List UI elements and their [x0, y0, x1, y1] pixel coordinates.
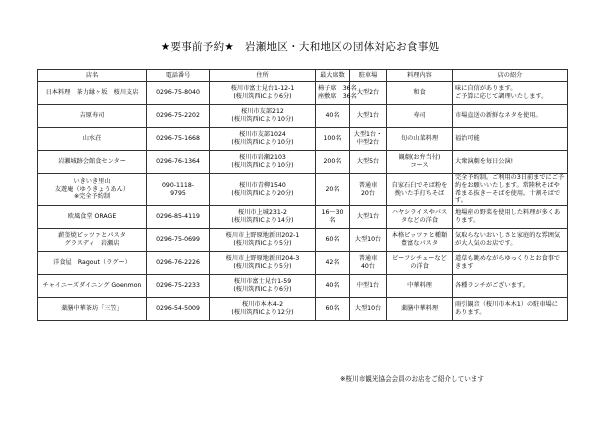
cell-cuisine-line: タなどの洋食	[400, 217, 439, 224]
cell-seats	[316, 174, 350, 206]
cell-name-line: 吉原寿司	[79, 112, 105, 120]
header-name: 店名	[38, 70, 147, 82]
cell-cuisine	[387, 206, 453, 229]
cell-intro-line: 道草も眺めながらゆっくりとお食事で	[455, 255, 561, 263]
cell-cuisine-line: 自家石臼でそば粉を	[391, 181, 448, 189]
cell-address-line: 桜川市上野原地新田202-1	[225, 232, 300, 240]
cell-seats-line: 42名	[325, 259, 340, 267]
cell-intro	[453, 252, 568, 275]
cell-name	[38, 151, 147, 174]
cell-name-line: 山水荘	[82, 135, 102, 143]
cell-phone	[147, 151, 210, 174]
table-row	[38, 229, 568, 252]
cell-cuisine	[387, 252, 453, 275]
cell-intro-line: 完全予約制。ご利用の3日前までにご予	[455, 174, 565, 181]
cell-phone	[147, 252, 210, 275]
cell-address-line: (桜川筑西ICより12分)	[231, 309, 294, 316]
cell-intro	[453, 128, 568, 151]
cell-intro-line: ります。	[455, 217, 480, 224]
cell-cuisine-line: の洋食	[410, 263, 429, 270]
cell-name-line: いきいき里山	[73, 177, 111, 185]
cell-intro	[453, 275, 568, 298]
cell-address	[210, 206, 316, 229]
cell-name	[38, 229, 147, 252]
cell-address-line: (桜川筑西ICより20分)	[231, 189, 294, 197]
cell-phone	[147, 174, 210, 206]
cell-name-line: グラスディ 岩瀬店	[64, 240, 120, 247]
cell-cuisine-line: 中華料理	[407, 282, 432, 290]
cell-parking-line: 大型10台	[354, 305, 382, 313]
cell-cuisine	[387, 128, 453, 151]
cell-seats-line: 16〜30	[321, 209, 344, 217]
header-cuisine: 料理内容	[387, 70, 453, 82]
cell-intro	[453, 206, 568, 229]
cell-address-line: 桜川市岩瀬2103	[239, 154, 286, 162]
cell-parking-line: 20台	[360, 189, 376, 197]
cell-intro-line: あります。	[455, 309, 486, 316]
cell-name	[38, 298, 147, 321]
cell-parking-line: 大型1台・	[353, 131, 383, 139]
cell-seats	[316, 229, 350, 252]
cell-name-line: 岩瀬城跡会館食センター	[58, 158, 126, 166]
cell-address	[210, 174, 316, 206]
cell-cuisine	[387, 229, 453, 252]
cell-address-line: (桜川筑西ICより5分)	[233, 263, 292, 270]
cell-intro	[453, 82, 568, 105]
cell-phone-line: 0296-85-4119	[156, 213, 200, 221]
cell-parking	[350, 151, 387, 174]
cell-seats	[316, 206, 350, 229]
cell-name-line: 薪釜焼ピッツァとパスタ	[58, 232, 126, 240]
header-parking: 駐車場	[350, 70, 387, 82]
cell-cuisine-line: 薬膳中華料理	[400, 305, 439, 313]
cell-address-line: 桜川市友部1024	[239, 131, 286, 139]
cell-intro-line: 市場直送の新鮮なネタを使用。	[455, 112, 542, 120]
table-row	[38, 105, 568, 128]
cell-cuisine-line: 本格ピッツァと種類	[391, 232, 448, 240]
table-row	[38, 275, 568, 298]
cell-seats	[316, 275, 350, 298]
cell-parking	[350, 252, 387, 275]
cell-phone-line: 0296-75-2202	[156, 112, 200, 120]
cell-intro-line: 雨引観音（桜川市本木1）の駐車場に	[455, 301, 558, 309]
cell-parking-line: 普通車	[358, 181, 378, 189]
cell-seats	[316, 298, 350, 321]
cell-seats-line: 20名	[325, 185, 340, 193]
cell-cuisine-line: コース	[410, 162, 429, 169]
cell-address-line: (桜川筑西ICより10分)	[231, 116, 294, 123]
cell-intro-line: す。	[455, 197, 467, 205]
cell-phone-line: 9795	[170, 189, 186, 197]
cell-cuisine-line: 旬の山菜料理	[400, 135, 439, 143]
cell-address-line: (桜川筑西ICより10分)	[231, 162, 294, 169]
cell-address-line: 桜川市本木4-2	[241, 301, 284, 309]
cell-seats-line: 40名	[325, 282, 340, 290]
cell-name-line: 友遊庵（ゆうきょうあん）	[54, 185, 130, 193]
cell-parking-line: 大型10台	[354, 236, 382, 244]
cell-name-line: 薬膳中華茶坊「三笠」	[61, 305, 123, 313]
cell-seats-line: 200名	[323, 158, 342, 166]
restaurant-table	[37, 69, 568, 321]
cell-cuisine-line: 挽いた手打ちそば	[394, 189, 445, 197]
cell-phone-line: 0296-75-8040	[156, 89, 200, 97]
cell-seats-line: 椅子席 36名	[318, 85, 357, 93]
cell-address	[210, 128, 316, 151]
header-address: 住所	[210, 70, 316, 82]
cell-name	[38, 206, 147, 229]
cell-cuisine-line: ビーフシチューなど	[392, 255, 447, 263]
cell-intro-line: 地場産の野菜を使用した料理が多くあ	[455, 209, 561, 217]
cell-parking-line: 大型5台	[356, 158, 380, 166]
cell-name-line: 日本料理 茶力縁ヶ坂 桜川支店	[45, 89, 139, 97]
cell-name	[38, 105, 147, 128]
cell-parking	[350, 298, 387, 321]
cell-address	[210, 298, 316, 321]
cell-name-line: 欧風食堂 ORAGE	[67, 213, 117, 221]
cell-intro-line: ご予算に応じて調理いたします。	[455, 93, 548, 100]
cell-seats-line: 40名	[325, 112, 340, 120]
cell-phone-line: 0296-75-0699	[156, 236, 200, 244]
cell-seats-line: 100名	[323, 135, 342, 143]
page-title: ★要事前予約★ 岩瀬地区・大和地区の団体対応お食事処	[160, 41, 440, 53]
cell-name-line: 洋食屋 Ragout（ラグー）	[53, 259, 131, 267]
cell-cuisine-line: 和食	[413, 89, 426, 97]
header-row	[38, 70, 568, 82]
cell-phone	[147, 105, 210, 128]
cell-address	[210, 229, 316, 252]
cell-address-line: (桜川筑西ICより10分)	[231, 139, 294, 146]
cell-address-line: 桜川市上城231-2	[238, 209, 287, 217]
cell-name	[38, 275, 147, 298]
cell-seats	[316, 252, 350, 275]
cell-phone-line: 090-1118-	[161, 181, 195, 189]
table-row	[38, 82, 568, 105]
cell-intro	[453, 298, 568, 321]
table-row	[38, 206, 568, 229]
cell-intro-line: 大衆演劇を毎日公演!	[455, 158, 514, 166]
cell-intro-line: 気取らないおいしさと家庭的な雰囲気	[455, 232, 561, 240]
cell-seats-line: 座敷席 36名	[318, 93, 357, 100]
cell-address-line: (桜川筑西ICより5分)	[233, 240, 292, 247]
cell-name	[38, 128, 147, 151]
cell-address-line: (桜川筑西ICより6分)	[233, 286, 292, 293]
cell-phone	[147, 229, 210, 252]
cell-address-line: (桜川筑西ICより14分)	[231, 217, 294, 224]
cell-name	[38, 82, 147, 105]
cell-cuisine	[387, 105, 453, 128]
footer-note: ※桜川市観光協会会員のお店をご紹介しています	[340, 375, 484, 383]
cell-seats-line: 60名	[325, 236, 340, 244]
cell-parking-line: 普通車	[358, 255, 378, 263]
cell-intro-line: 福治可能	[455, 135, 480, 143]
cell-address-line: 桜川市友部212	[241, 108, 284, 116]
cell-parking	[350, 128, 387, 151]
table-row	[38, 252, 568, 275]
cell-parking-line: 大型2台	[356, 89, 380, 97]
cell-address	[210, 151, 316, 174]
cell-cuisine	[387, 151, 453, 174]
cell-phone	[147, 298, 210, 321]
cell-seats-line: 60名	[325, 305, 340, 313]
cell-phone	[147, 275, 210, 298]
table-row	[38, 298, 568, 321]
cell-address	[210, 275, 316, 298]
cell-intro	[453, 105, 568, 128]
cell-intro	[453, 151, 568, 174]
cell-parking-line: 中型2台	[356, 139, 380, 146]
cell-parking	[350, 206, 387, 229]
table-row	[38, 151, 568, 174]
cell-parking-line: 中型1台	[356, 282, 380, 290]
table-row	[38, 174, 568, 206]
cell-address	[210, 252, 316, 275]
cell-intro-line: が大人気のお店です。	[455, 240, 517, 247]
cell-intro	[453, 229, 568, 252]
cell-cuisine-line: 寿司	[413, 112, 426, 120]
cell-phone-line: 0296-75-2233	[156, 282, 200, 290]
cell-intro-line: 約をお願いいたします。常陸秋そばや	[455, 181, 560, 189]
cell-parking	[350, 174, 387, 206]
cell-seats	[316, 82, 357, 105]
cell-cuisine	[387, 174, 453, 206]
cell-cuisine	[387, 82, 453, 105]
cell-parking-line: 大型1台	[356, 112, 380, 120]
cell-cuisine	[387, 298, 453, 321]
cell-parking-line: 40台	[360, 263, 376, 270]
cell-phone-line: 0296-75-1668	[156, 135, 200, 143]
cell-intro-line: 希まる抜き〜そばを使用。十割そばで	[455, 189, 561, 197]
cell-address	[210, 82, 316, 105]
cell-name	[38, 174, 147, 206]
cell-seats	[316, 105, 350, 128]
cell-intro-line: きます	[455, 263, 474, 270]
cell-cuisine-line: ハヤシライスやパス	[391, 209, 448, 217]
cell-name-line: チャイニーズダイニング Goenmon	[42, 282, 142, 290]
cell-address-line: 桜川市富士見台1-59	[233, 278, 292, 286]
cell-parking	[350, 229, 387, 252]
cell-name-line: ※完全予約制	[73, 193, 111, 201]
cell-seats	[316, 128, 350, 151]
cell-name	[38, 252, 147, 275]
cell-intro	[453, 174, 568, 206]
cell-phone	[147, 206, 210, 229]
cell-phone-line: 0296-54-5009	[156, 305, 200, 313]
cell-address-line: 桜川市青柳1540	[239, 181, 286, 189]
cell-phone	[147, 128, 210, 151]
cell-parking	[350, 275, 387, 298]
cell-parking	[350, 105, 387, 128]
header-phone: 電話番号	[147, 70, 210, 82]
cell-address-line: 桜川市富士見台1-12-1	[230, 85, 295, 93]
cell-intro-line: 各種ランチがございます。	[455, 282, 529, 290]
cell-intro-line: 味に自信があります。	[455, 85, 517, 93]
cell-address-line: (桜川筑西ICより6分)	[233, 93, 292, 100]
cell-phone	[147, 82, 210, 105]
cell-address	[210, 105, 316, 128]
cell-phone-line: 0296-76-2226	[156, 259, 200, 267]
table-row	[38, 128, 568, 151]
header-seats: 最大席数	[316, 70, 350, 82]
cell-cuisine-line: 豊富なパスタ	[400, 240, 439, 247]
cell-seats	[316, 151, 350, 174]
cell-seats-line: 名	[329, 217, 336, 224]
cell-cuisine	[387, 275, 453, 298]
header-intro: 店の紹介	[453, 70, 568, 82]
cell-phone-line: 0296-76-1364	[156, 158, 200, 166]
cell-cuisine-line: 観劇(お弁当付)	[398, 154, 441, 162]
cell-address-line: 桜川市上野原地新田204-3	[225, 255, 300, 263]
cell-parking-line: 大型1台	[356, 213, 380, 221]
